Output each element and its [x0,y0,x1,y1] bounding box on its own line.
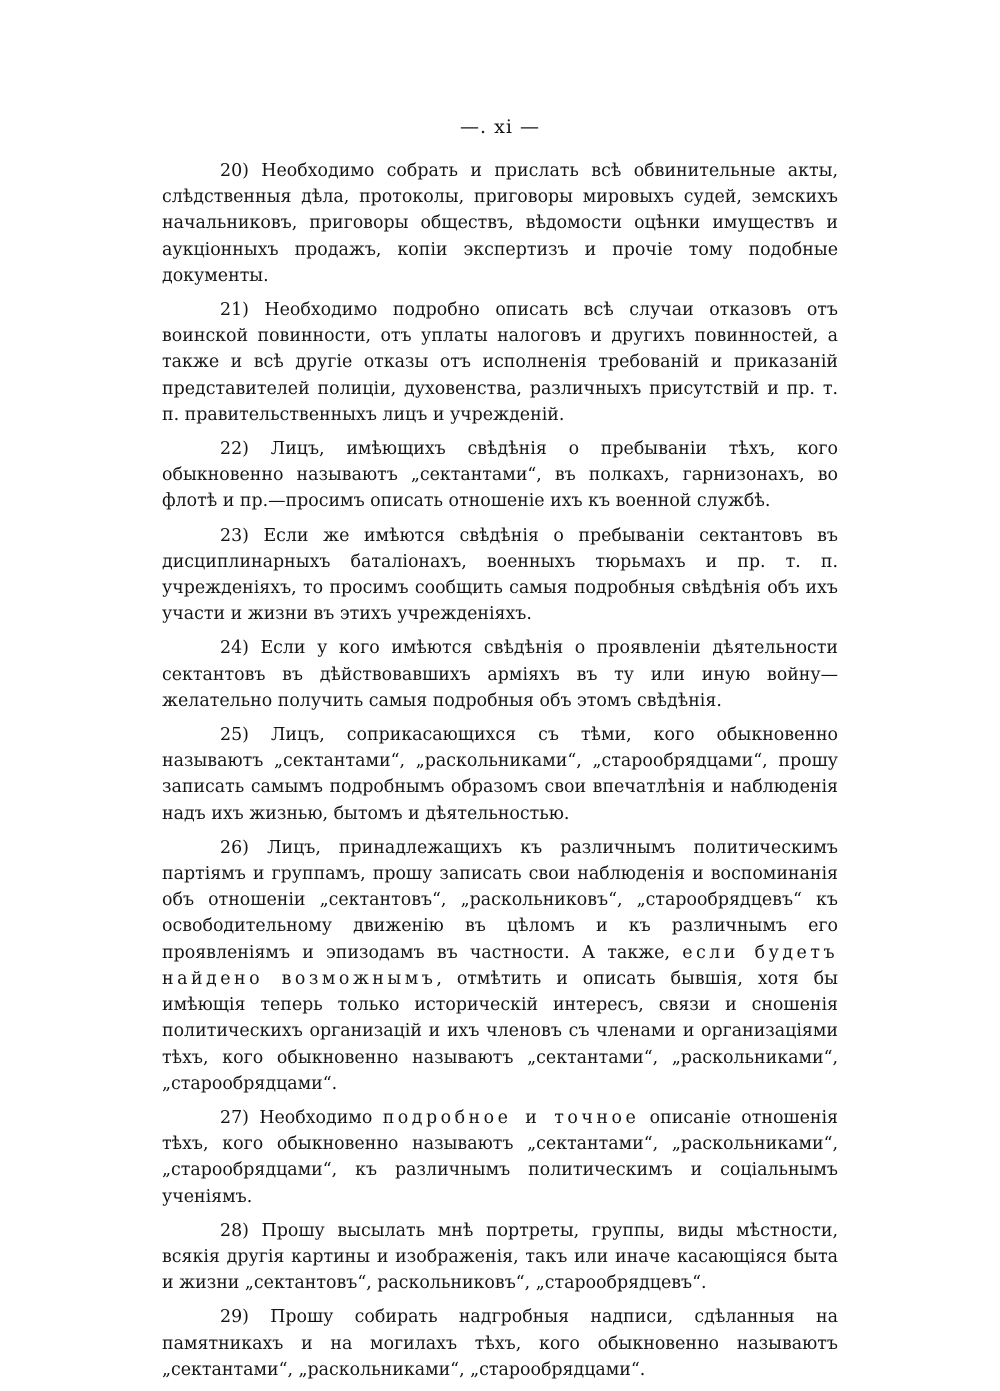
paragraph-20: 20) Необходимо собрать и прислать всѣ обвинительные акты, слѣдственныя дѣла, протоколы, приговоры мировыхъ судей, земскихъ начальниковъ, приговоры обществъ, вѣдомости оцѣнки имуществъ и аукціонныхъ продажъ, копіи экспертизъ и прочіе тому подобные документы. [162,161,838,286]
paragraph-22: 22) Лицъ, имѣющихъ свѣдѣнія о пребываніи тѣхъ, кого обыкновенно называютъ „сектантами“, въ полкахъ, гарнизонахъ, во флотѣ и пр.—просимъ описать отношеніе ихъ къ военной службѣ. [162,439,838,512]
paragraph-26-text-start: 26) Лицъ, принадлежащихъ къ различнымъ политическимъ партіямъ и группамъ, прошу записать свои наблюденія и воспоминанія объ отношеніи „сектантовъ“, „раскольниковъ“, „старообрядцевъ“ къ освободительному движенію въ цѣломъ и къ различнымъ его проявленіямъ и эпизодамъ въ частности. А также, [162,837,838,963]
paragraph-24: 24) Если у кого имѣются свѣдѣнія о проявленіи дѣятельности сектантовъ въ дѣйствовавшихъ арміяхъ въ ту или иную войну—желательно получить самыя подробныя объ этомъ свѣдѣнія. [162,638,838,711]
paragraph-26 [162,835,838,1097]
page-number: —. xi — [460,116,540,138]
paragraph-27 [162,1105,838,1210]
paragraph-25: 25) Лицъ, соприкасающихся съ тѣми, кого обыкновенно называютъ „сектантами“, „раскольниками“, „старообрядцами“, прошу записать самымъ подробнымъ образомъ свои впечатлѣнія и наблюденія надъ ихъ жизнью, бытомъ и дѣятельностью. [162,725,838,824]
paragraph-26-emphasis: если будетъ найдено возможнымъ [162,942,839,989]
paragraph-29: 29) Прошу собирать надгробныя надписи, сдѣланныя на памятникахъ и на могилахъ тѣхъ, кого обыкновенно называютъ „сектантами“, „раскольниками“, „старообрядцами“. [162,1307,838,1380]
page-body [162,158,838,1391]
paragraph-28: 28) Прошу высылать мнѣ портреты, группы, виды мѣстности, всякія другія картины и изображенія, такъ или иначе касающіяся быта и жизни „сектантовъ“, раскольниковъ“, „старообрядцевъ“. [162,1220,838,1294]
paragraph-21: 21) Необходимо подробно описать всѣ случаи отказовъ отъ воинской повинности, отъ уплаты налоговъ и другихъ повинностей, а также и всѣ другіе отказы отъ исполненія требованій и приказаній представителей полиціи, духовенства, различныхъ присутствій и пр. т. п. правительственныхъ лицъ и учрежденій. [162,300,838,425]
paragraph-27-text-start: 27) Необходимо [220,1107,383,1128]
paragraph-23: 23) Если же имѣются свѣдѣнія о пребываніи сектантовъ въ дисциплинарныхъ баталіонахъ, военныхъ тюрьмахъ и пр. т. п. учрежденіяхъ, то просимъ сообщить самыя подробныя свѣдѣнія объ ихъ участи и жизни въ этихъ учрежденіяхъ. [162,525,838,625]
paragraph-26-text-end: , отмѣтить и описать бывшія, хотя бы имѣющія теперь только историческій интересъ, связи и сношенія политическихъ организацій и ихъ членовъ съ членами и организаціями тѣхъ, кого обыкновенно называютъ „сектантами“, „раскольниками“, „старообрядцами“. [162,968,838,1094]
paragraph-27-text-end: описаніе отношенія тѣхъ, кого обыкновенно называютъ „сектантами“, „раскольниками“, „старообрядцами“, къ различнымъ политическимъ и соціальнымъ ученіямъ. [162,1107,838,1207]
paragraph-27-emphasis: подробное и точное [382,1107,640,1128]
